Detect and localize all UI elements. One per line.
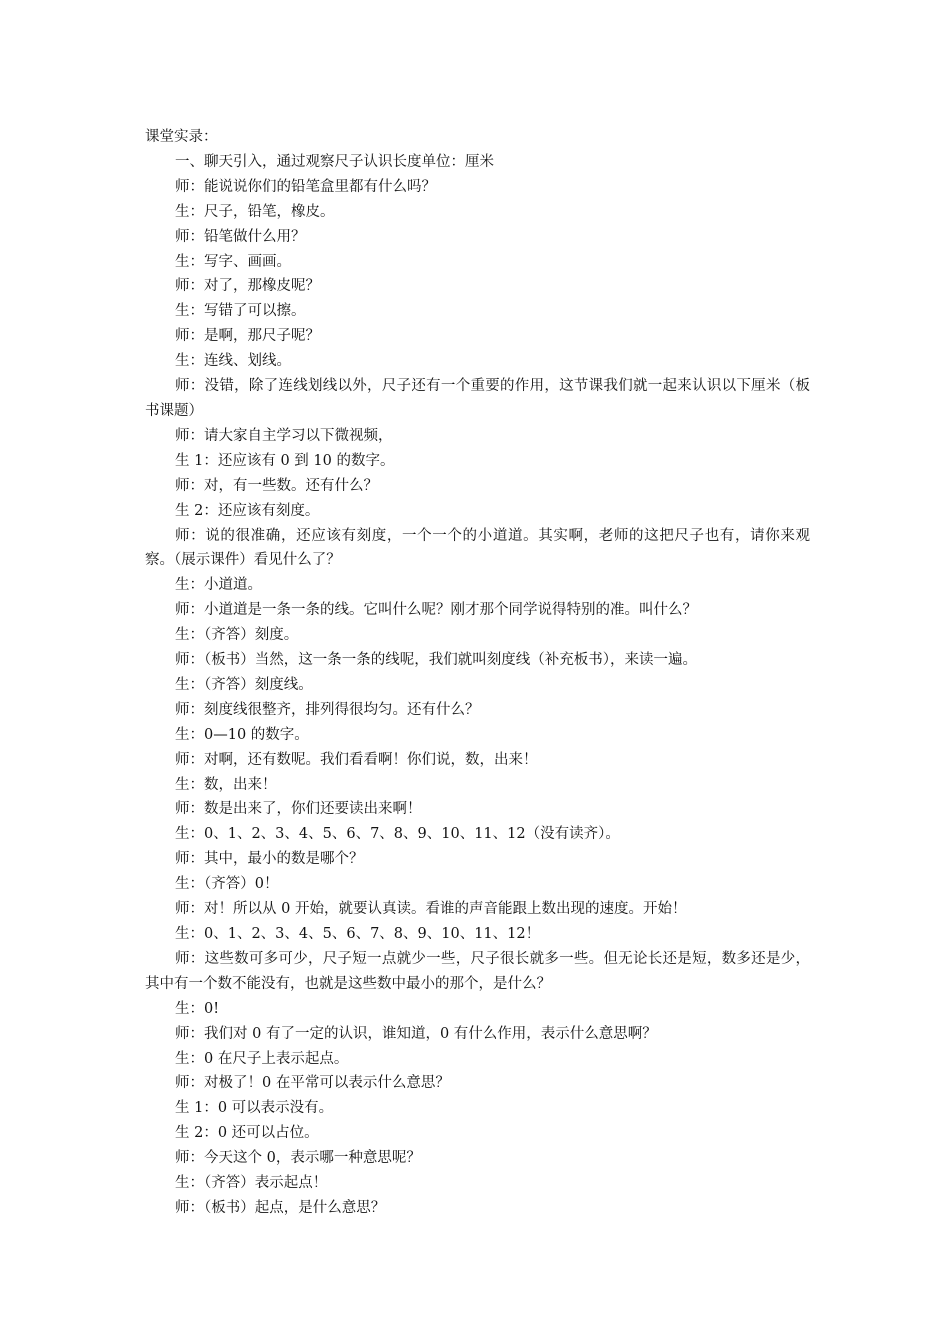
paragraph: 师：是啊，那尺子呢？ bbox=[175, 328, 320, 345]
paragraph: 生：0、1、2、3、4、5、6、7、8、9、10、11、12（没有读齐）。 bbox=[175, 826, 620, 843]
paragraph: 师：其中，最小的数是哪个？ bbox=[175, 851, 364, 868]
paragraph: 师：没错，除了连线划线以外，尺子还有一个重要的作用，这节课我们就一起来认识以下厘米（板书课题） bbox=[145, 378, 810, 419]
paragraph: 师：对了，那橡皮呢？ bbox=[175, 278, 320, 295]
paragraph: 生：0—10 的数字。 bbox=[175, 726, 309, 743]
paragraph: 师：（板书）当然，这一条一条的线呢，我们就叫刻度线（补充板书），来读一遍。 bbox=[175, 652, 697, 669]
paragraph: 生：数，出来！ bbox=[175, 776, 277, 793]
document-heading: 课堂实录： bbox=[145, 129, 218, 145]
paragraph: 师：请大家自主学习以下微视频， bbox=[175, 427, 393, 444]
paragraph: 师：小道道是一条一条的线。它叫什么呢？刚才那个同学说得特别的准。叫什么？ bbox=[175, 602, 697, 619]
paragraph: 生：小道道。 bbox=[175, 577, 262, 594]
paragraph: 一、聊天引入，通过观察尺子认识长度单位：厘米 bbox=[175, 153, 494, 170]
document-page bbox=[145, 125, 810, 1221]
paragraph: 师：我们对 0 有了一定的认识，谁知道，0 有什么作用，表示什么意思啊？ bbox=[175, 1025, 657, 1042]
paragraph: 生：0 在尺子上表示起点。 bbox=[175, 1050, 349, 1067]
paragraph: 生：连线、划线。 bbox=[175, 353, 291, 370]
paragraph: 师：刻度线很整齐，排列得很均匀。还有什么？ bbox=[175, 701, 480, 718]
paragraph: 师：数是出来了，你们还要读出来啊！ bbox=[175, 801, 422, 818]
paragraph: 师：对！所以从 0 开始，就要认真读。看谁的声音能跟上数出现的速度。开始！ bbox=[175, 901, 687, 918]
paragraph: 师：说的很准确，还应该有刻度，一个一个的小道道。其实啊，老师的这把尺子也有，请你来观察。（展示课件）看见什么了？ bbox=[145, 527, 810, 569]
paragraph: 生：（齐答）刻度线。 bbox=[175, 676, 313, 693]
paragraph: 生：写错了可以擦。 bbox=[175, 303, 306, 320]
paragraph: 生 1：还应该有 0 到 10 的数字。 bbox=[175, 452, 395, 469]
paragraph: 生：0、1、2、3、4、5、6、7、8、9、10、11、12！ bbox=[175, 926, 541, 942]
paragraph: 师：今天这个 0，表示哪一种意思呢？ bbox=[175, 1150, 421, 1167]
paragraph: 师：能说说你们的铅笔盒里都有什么吗？ bbox=[175, 178, 436, 195]
transcript-body bbox=[145, 150, 810, 1221]
paragraph: 师：这些数可多可少，尺子短一点就少一些，尺子很长就多一些。但无论长还是短，数多还是少，其中有一个数不能没有，也就是这些数中最小的那个，是什么？ bbox=[145, 950, 810, 992]
paragraph: 生：（齐答）表示起点！ bbox=[175, 1175, 328, 1192]
paragraph: 师：对啊，还有数呢。我们看看啊！你们说，数，出来！ bbox=[175, 751, 538, 768]
paragraph: 生 2：0 还可以占位。 bbox=[175, 1125, 319, 1142]
paragraph: 生 1：0 可以表示没有。 bbox=[175, 1100, 334, 1117]
paragraph: 生：0! bbox=[175, 1000, 220, 1017]
paragraph: 师：对极了！0 在平常可以表示什么意思？ bbox=[175, 1075, 450, 1092]
paragraph: 生 2：还应该有刻度。 bbox=[175, 502, 320, 519]
paragraph: 生：（齐答）刻度。 bbox=[175, 627, 299, 644]
paragraph: 生：尺子，铅笔，橡皮。 bbox=[175, 203, 335, 220]
paragraph: 师：（板书）起点，是什么意思？ bbox=[175, 1199, 386, 1216]
paragraph: 师：铅笔做什么用？ bbox=[175, 228, 306, 245]
paragraph: 生：写字、画画。 bbox=[175, 253, 291, 270]
paragraph: 师：对，有一些数。还有什么？ bbox=[175, 477, 378, 494]
paragraph: 生：（齐答）0！ bbox=[175, 876, 279, 893]
